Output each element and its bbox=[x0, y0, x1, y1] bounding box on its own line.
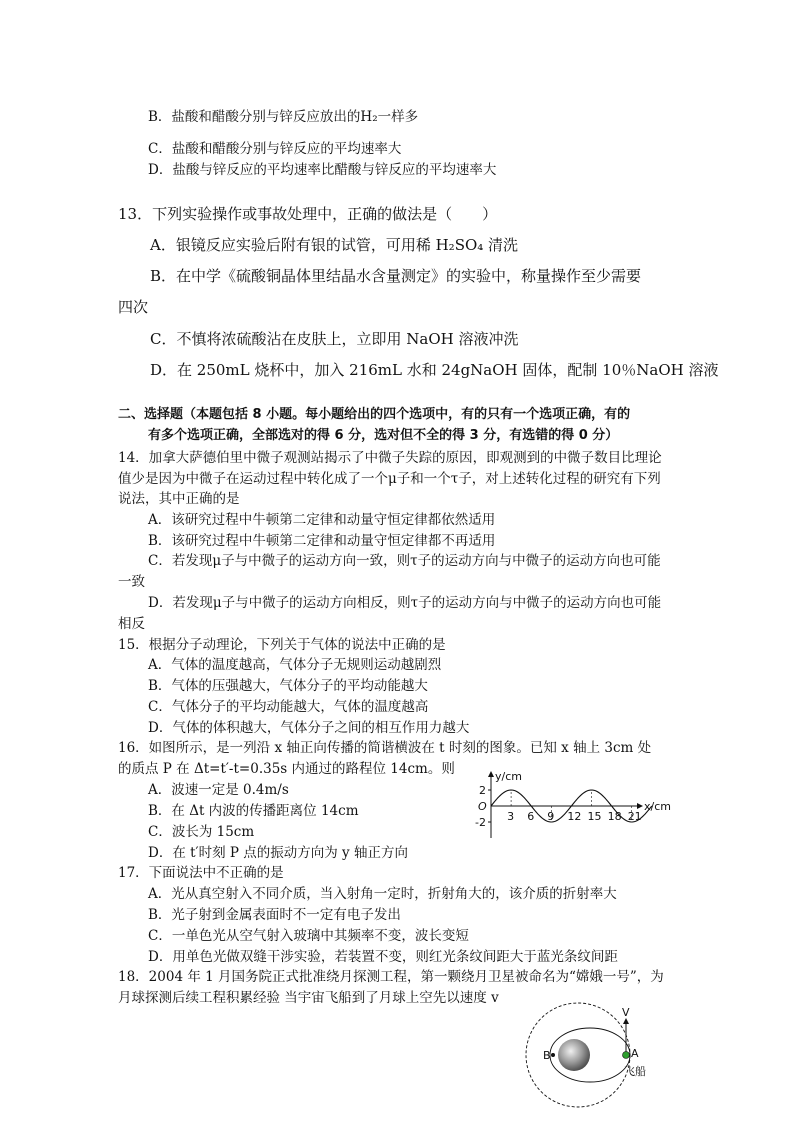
section-heading-cont: 有多个选项正确，全部选对的得 6 分，选对但不全的得 3 分，有选错的得 0 分） bbox=[148, 428, 619, 443]
x-tick-label: 6 bbox=[527, 810, 535, 823]
q16-option-d: D．在 t′时刻 P 点的振动方向为 y 轴正方向 bbox=[148, 845, 408, 861]
q16-option-c: C．波长为 15cm bbox=[148, 824, 255, 840]
origin-label: O bbox=[478, 800, 487, 813]
q13-option-c: C．不慎将浓硫酸沾在皮肤上，立即用 NaOH 溶液冲洗 bbox=[150, 330, 519, 348]
q14-option-d: D．若发现μ子与中微子的运动方向相反，则τ子的运动方向与中微子的运动方向也可能 bbox=[148, 595, 662, 611]
q14-option-d-cont: 相反 bbox=[118, 616, 145, 632]
x-tick-label: 15 bbox=[587, 810, 602, 823]
q13-option-b-cont: 四次 bbox=[118, 298, 149, 316]
q13-stem: 13．下列实验操作或事故处理中，正确的做法是（ ） bbox=[118, 205, 498, 223]
moon bbox=[558, 1039, 590, 1071]
q18-stem: 18．2004 年 1 月国务院正式批准绕月探测工程，第一颗绕月卫星被命名为“嫦娥一号”，为 bbox=[118, 969, 664, 985]
q16-option-a: A．波速一定是 0.4m/s bbox=[148, 782, 289, 798]
q18-stem-cont: 月球探测后续工程积累经验 当宇宙飞船到了月球上空先以速度 v bbox=[118, 990, 499, 1006]
q17-option-b: B．光子射到金属表面时不一定有电子发出 bbox=[148, 907, 401, 923]
x-tick-label: 12 bbox=[567, 810, 582, 823]
label-a: A bbox=[631, 1047, 639, 1060]
x-tick-label: 9 bbox=[547, 810, 555, 823]
q17-option-a: A．光从真空射入不同介质，当入射角一定时，折射角大的，该介质的折射率大 bbox=[148, 886, 617, 902]
q13-option-b: B．在中学《硫酸铜晶体里结晶水含量测定》的实验中，称量操作至少需要 bbox=[150, 267, 642, 285]
q16-stem: 16．如图所示，是一列沿 x 轴正向传播的简谐横波在 t 时刻的图象。已知 x 轴上 3cm 处 bbox=[118, 740, 652, 756]
x-tick-labels bbox=[507, 810, 642, 823]
wave-graph-svg bbox=[470, 768, 700, 848]
x-tick-label: 3 bbox=[507, 810, 515, 823]
orbit-figure bbox=[520, 1005, 660, 1121]
q12-option-c: C．盐酸和醋酸分别与锌反应的平均速率大 bbox=[148, 141, 402, 157]
q14-stem-cont: 值少是因为中微子在运动过程中转化成了一个μ子和一个τ子，对上述转化过程的研究有下列 bbox=[118, 471, 661, 487]
y-axis-label: y/cm bbox=[495, 770, 522, 783]
q17-stem: 17．下面说法中不正确的是 bbox=[118, 865, 284, 881]
q14-option-c-cont: 一致 bbox=[118, 574, 145, 590]
point-b bbox=[551, 1053, 555, 1057]
q14-option-b: B．该研究过程中牛顿第二定律和动量守恒定律都不再适用 bbox=[148, 533, 496, 549]
q13-option-d: D．在 250mL 烧杯中，加入 216mL 水和 24gNaOH 固体，配制 10％NaOH 溶液 bbox=[150, 361, 719, 379]
q16-option-b: B．在 Δt 内波的传播距离位 14cm bbox=[148, 803, 359, 819]
q15-option-c: C．气体分子的平均动能越大，气体的温度越高 bbox=[148, 699, 429, 715]
spaceship-icon bbox=[623, 1052, 630, 1059]
q12-option-d: D．盐酸与锌反应的平均速率比醋酸与锌反应的平均速率大 bbox=[148, 162, 497, 178]
q14-option-c: C．若发现μ子与中微子的运动方向一致，则τ子的运动方向与中微子的运动方向也可能 bbox=[148, 553, 661, 569]
q17-option-d: D．用单色光做双缝干涉实验，若装置不变，则红光条纹间距大于蓝光条纹间距 bbox=[148, 949, 618, 965]
q15-option-d: D．气体的体积越大，气体分子之间的相互作用力越大 bbox=[148, 720, 470, 736]
label-v: V bbox=[622, 1006, 630, 1019]
q15-option-b: B．气体的压强越大，气体分子的平均动能越大 bbox=[148, 678, 428, 694]
wave-graph bbox=[470, 768, 700, 852]
x-tick-label: 18 bbox=[607, 810, 622, 823]
label-ship: 飞船 bbox=[624, 1065, 646, 1078]
q13-option-a: A．银镜反应实验后附有银的试管，可用稀 H₂SO₄ 清洗 bbox=[150, 236, 519, 254]
q12-option-b: B．盐酸和醋酸分别与锌反应放出的H₂一样多 bbox=[148, 109, 419, 125]
label-b: B bbox=[543, 1049, 551, 1062]
y-neg-label: -2 bbox=[475, 816, 486, 829]
section-heading: 二、选择题（本题包括 8 小题。每小题给出的四个选项中，有的只有一个选项正确，有的 bbox=[118, 407, 631, 422]
q14-stem-cont2: 说法，其中正确的是 bbox=[118, 491, 240, 507]
orbit-figure-svg bbox=[520, 1005, 660, 1117]
x-tick-label: 21 bbox=[627, 810, 642, 823]
q17-option-c: C．一单色光从空气射入玻璃中其频率不变，波长变短 bbox=[148, 928, 469, 944]
q14-stem: 14．加拿大萨德伯里中微子观测站揭示了中微子失踪的原因，即观测到的中微子数目比理论 bbox=[118, 450, 662, 466]
q14-option-a: A．该研究过程中牛顿第二定律和动量守恒定律都依然适用 bbox=[148, 512, 496, 528]
q15-stem: 15．根据分子动理论，下列关于气体的说法中正确的是 bbox=[118, 637, 446, 653]
q15-option-a: A．气体的温度越高，气体分子无规则运动越剧烈 bbox=[148, 657, 442, 673]
q16-stem-cont: 的质点 P 在 Δt=t′-t=0.35s 内通过的路程位 14cm。则 bbox=[118, 761, 455, 777]
x-axis-label: x/cm bbox=[644, 800, 671, 813]
y-pos-label: 2 bbox=[479, 784, 486, 797]
